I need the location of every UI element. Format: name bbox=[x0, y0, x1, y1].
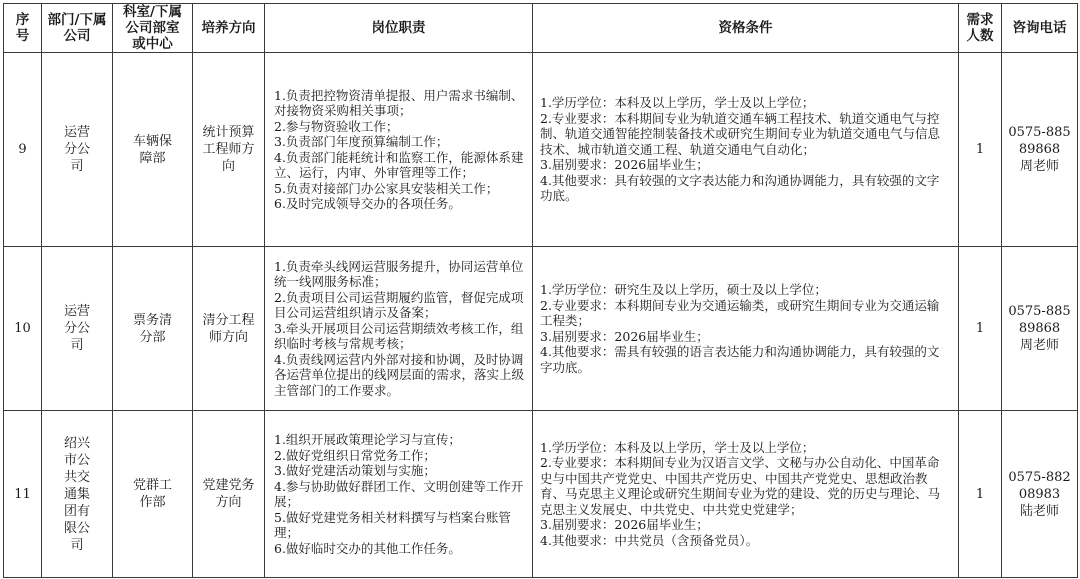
dept-cell: 运营分公司 bbox=[42, 53, 113, 247]
duty-item: 4.参与协助做好群团工作、文明创建等工作开展； bbox=[274, 478, 524, 509]
contact-cell bbox=[1002, 53, 1078, 247]
header-duties: 岗位职责 bbox=[265, 4, 533, 53]
header-section: 科室/下属公司部室或中心 bbox=[113, 4, 193, 53]
contact-person: 周老师 bbox=[1019, 338, 1059, 353]
duties-cell bbox=[265, 411, 533, 578]
contact-cell bbox=[1002, 411, 1078, 578]
duty-item: 1.负责把控物资清单提报、用户需求书编制、对接物资采购相关事项； bbox=[274, 87, 524, 118]
header-contact: 咨询电话 bbox=[1002, 4, 1078, 53]
table-row bbox=[4, 411, 1078, 578]
contact-person: 陆老师 bbox=[1019, 503, 1059, 519]
duty-item: 2.做好党组织日常党务工作； bbox=[274, 447, 436, 463]
phone-number-line1: 0575-885 bbox=[1008, 125, 1071, 140]
qual-item: 1.学历学位：研究生及以上学历，硕士及以上学位； bbox=[540, 282, 827, 297]
qual-item: 3.届别要求：2026届毕业生； bbox=[540, 517, 709, 533]
direction-cell: 党建党务方向 bbox=[193, 411, 265, 578]
duty-item: 1.负责牵头线网运营服务提升，协同运营单位统一线网服务标准； bbox=[274, 258, 524, 290]
duty-item: 5.负责对接部门办公家具安装相关工作； bbox=[274, 180, 499, 196]
header-seq: 序号 bbox=[4, 4, 42, 53]
duty-item: 2.负责项目公司运营期履约监管，督促完成项目公司运营组织请示及备案； bbox=[274, 289, 524, 321]
duty-item: 3.做好党建活动策划与实施； bbox=[274, 463, 436, 478]
duties-cell bbox=[265, 247, 533, 411]
contact-cell bbox=[1002, 247, 1078, 411]
seq-cell: 10 bbox=[4, 247, 42, 411]
duty-item: 2.参与物资验收工作； bbox=[274, 118, 399, 134]
header-row bbox=[4, 4, 1078, 53]
contact-person: 周老师 bbox=[1019, 159, 1059, 174]
qual-item: 4.其他要求：具有较强的文字表达能力和沟通协调能力，具有较强的文字功底。 bbox=[540, 172, 940, 204]
recruitment-table bbox=[3, 3, 1078, 578]
seq-cell: 9 bbox=[4, 53, 42, 247]
duty-item: 6.及时完成领导交办的各项任务。 bbox=[274, 196, 461, 211]
table-row bbox=[4, 53, 1078, 247]
count-cell: 1 bbox=[959, 247, 1002, 411]
qual-item: 4.其他要求：需具有较强的语言表达能力和沟通协调能力，具有较强的文字功底。 bbox=[540, 344, 940, 375]
direction-cell: 统计预算工程师方向 bbox=[193, 53, 265, 247]
header-direction: 培养方向 bbox=[193, 4, 265, 53]
duty-item: 5.做好党建党务相关材料撰写与档案台账管理； bbox=[274, 509, 511, 540]
count-cell: 1 bbox=[959, 411, 1002, 578]
phone-number-line1: 0575-885 bbox=[1008, 304, 1071, 319]
qual-item: 4.其他要求：中共党员（含预备党员）。 bbox=[540, 532, 759, 548]
duty-item: 1.组织开展政策理论学习与宣传； bbox=[274, 432, 461, 447]
phone-number-line2: 89868 bbox=[1018, 142, 1061, 157]
table-row bbox=[4, 247, 1078, 411]
section-cell: 票务清分部 bbox=[113, 247, 193, 411]
qual-item: 3.届别要求：2026届毕业生； bbox=[540, 328, 709, 344]
phone-number-line2: 89868 bbox=[1018, 321, 1061, 336]
count-cell: 1 bbox=[959, 53, 1002, 247]
header-quals: 资格条件 bbox=[533, 4, 959, 53]
duty-item: 4.负责线网运营内外部对接和协调，及时协调各运营单位提出的线网层面的需求，落实上级主管部门的工作要求。 bbox=[274, 351, 525, 398]
qual-item: 1.学历学位：本科及以上学历，学士及以上学位； bbox=[540, 95, 815, 111]
header-count: 需求人数 bbox=[959, 4, 1002, 53]
dept-cell: 绍兴市公共交通集团有限公司 bbox=[42, 411, 113, 578]
duty-item: 6.做好临时交办的其他工作任务。 bbox=[274, 540, 461, 556]
quals-cell bbox=[533, 53, 959, 247]
phone-number-line2: 08983 bbox=[1018, 486, 1061, 502]
qual-item: 1.学历学位：本科及以上学历，学士及以上学位； bbox=[540, 439, 815, 455]
duty-item: 4.负责部门能耗统计和监察工作，能源体系建立、运行，内审、外审管理等工作； bbox=[274, 149, 524, 180]
header-dept: 部门/下属公司 bbox=[42, 4, 113, 53]
duties-cell bbox=[265, 53, 533, 247]
direction-cell: 清分工程师方向 bbox=[193, 247, 265, 411]
qual-item: 2.专业要求：本科期间专业为交通运输类，或研究生期间专业为交通运输工程类； bbox=[540, 297, 940, 328]
qual-item: 2.专业要求：本科期间专业为汉语言文学、文秘与办公自动化、中国革命史与中国共产党党史、中国共产党历史、中国共产党党史、思想政治教育、马克思主义理论或研究生期间专业为党的建设、党的历史与理论、马克思主义发展史、中共党史、中共党史党建学； bbox=[540, 455, 941, 517]
quals-cell bbox=[533, 411, 959, 578]
duty-item: 3.负责部门年度预算编制工作； bbox=[274, 134, 449, 149]
qual-item: 3.届别要求：2026届毕业生； bbox=[540, 157, 709, 173]
quals-cell bbox=[533, 247, 959, 411]
seq-cell: 11 bbox=[4, 411, 42, 578]
section-cell: 车辆保障部 bbox=[113, 53, 193, 247]
duty-item: 3.牵头开展项目公司运营期绩效考核工作，组织临时考核与常规考核； bbox=[274, 320, 524, 352]
section-cell: 党群工作部 bbox=[113, 411, 193, 578]
dept-cell: 运营分公司 bbox=[42, 247, 113, 411]
qual-item: 2.专业要求：本科期间专业为轨道交通车辆工程技术、轨道交通电气与控制、轨道交通智能控制装备技术或研究生期间专业为轨道交通电气与信息技术、城市轨道交通工程、轨道交通电气自动化； bbox=[540, 110, 941, 157]
phone-number-line1: 0575-882 bbox=[1008, 469, 1071, 485]
